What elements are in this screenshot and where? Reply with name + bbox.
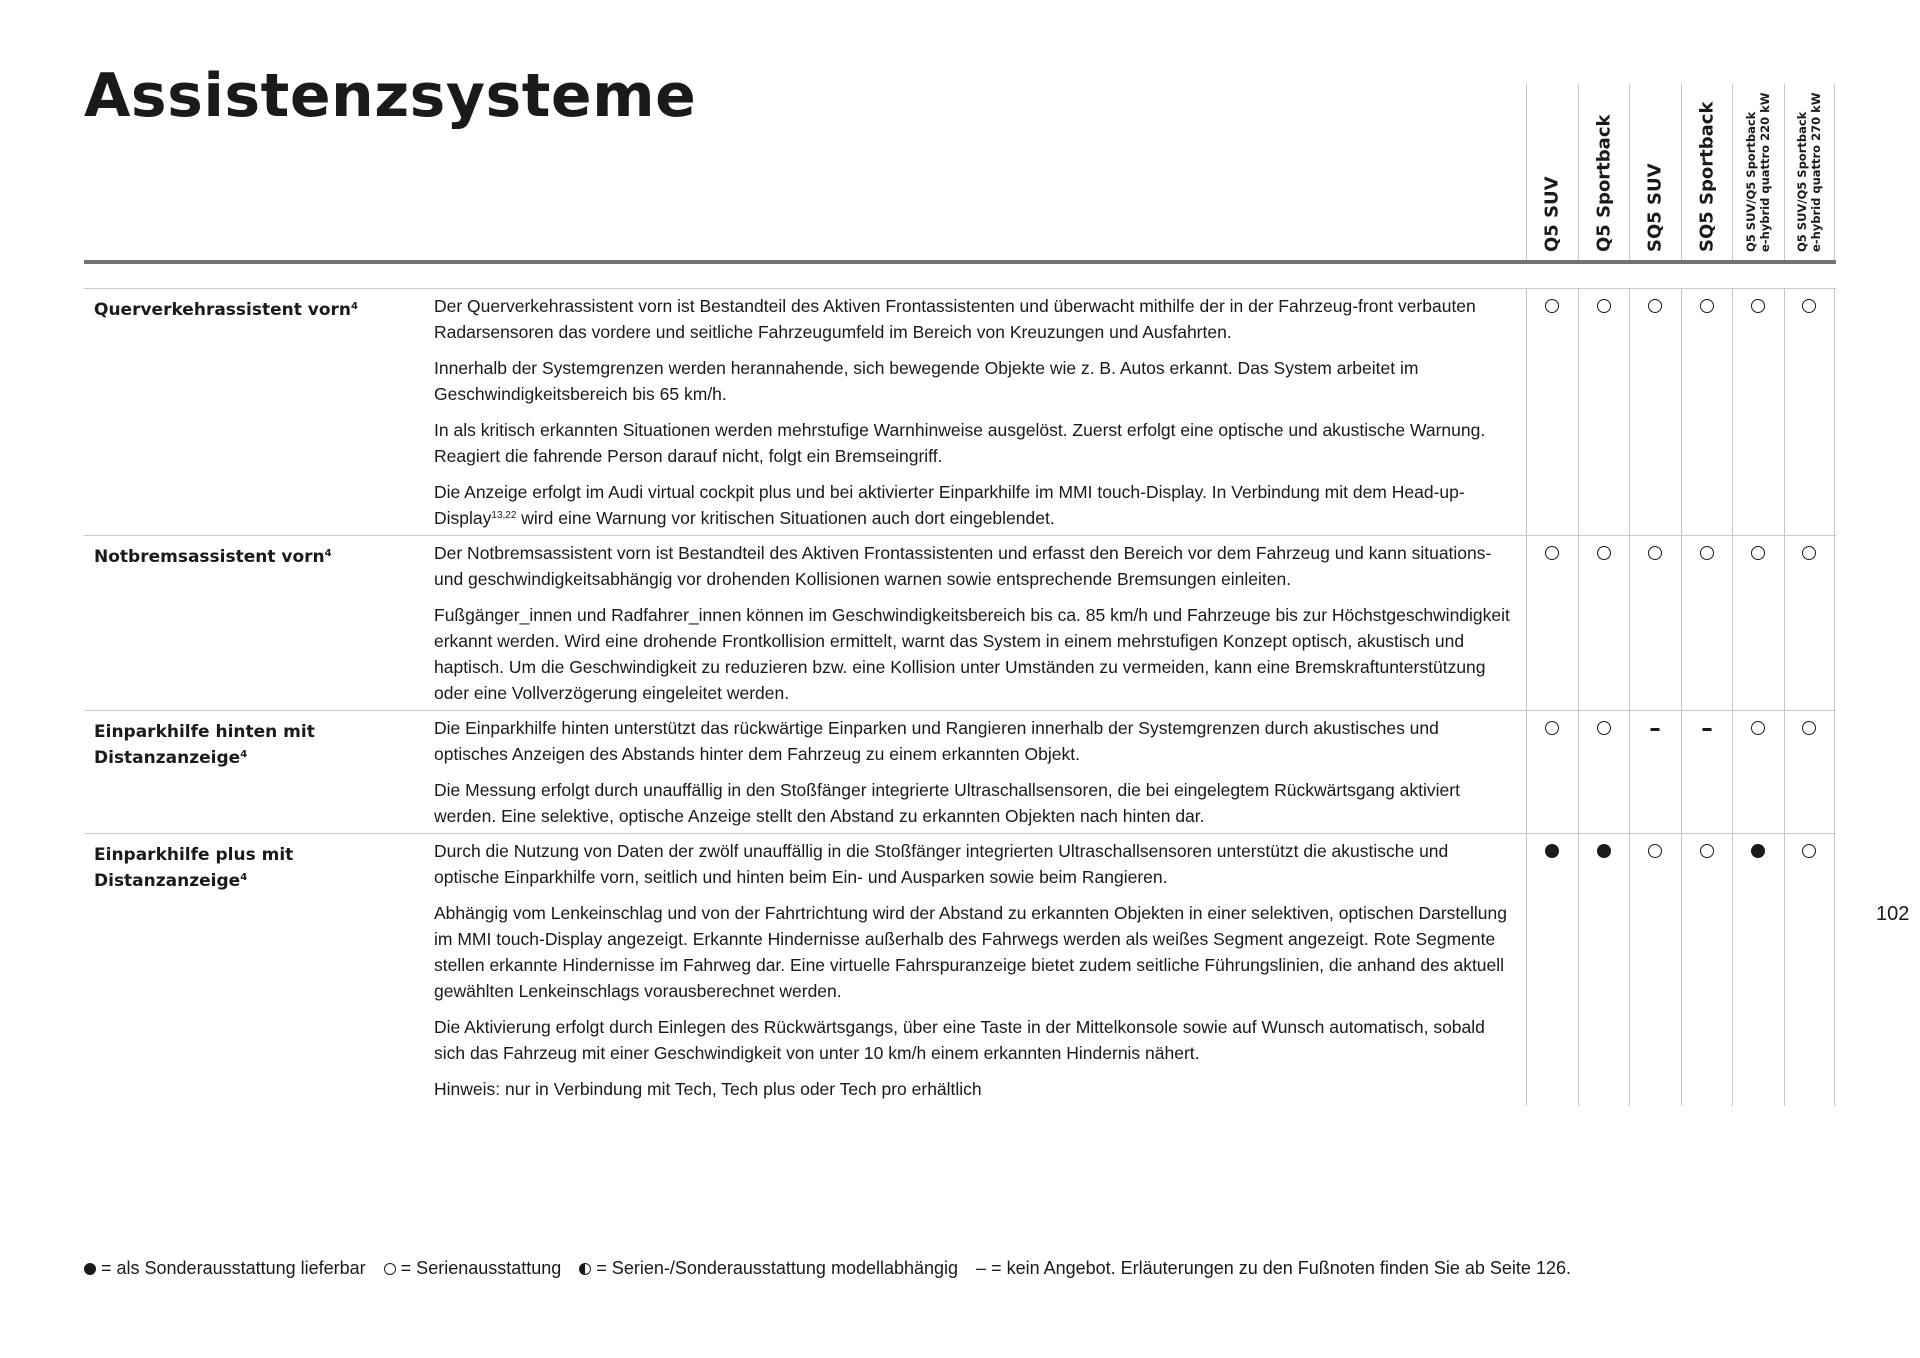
page-title: Assistenzsysteme — [84, 61, 697, 131]
model-column-headers — [1526, 84, 1835, 260]
open-circle-icon — [1700, 844, 1714, 858]
footnote-marker: 4 — [351, 301, 359, 312]
description-paragraph: In als kritisch erkannten Situationen werden mehrstufige Warnhinweise ausgelöst. Zuerst erfolgt eine optische und akustische Warnung. Reagiert die fahrende Person darauf nicht, folgt ein Bremseingriff. — [434, 420, 1486, 466]
open-circle-icon — [1545, 721, 1559, 735]
feature-description — [434, 289, 1526, 535]
description-paragraph: Die Messung erfolgt durch unauffällig in den Stoßfänger integrierte Ultraschallsensoren, die bei eingelegtem Rückwärtsgang aktiviert werden. Eine selektive, optische Anzeige stellt den Abstand zu erkannten Objekten nach hinten dar. — [434, 780, 1460, 826]
text: wird eine Warnung vor kritischen Situationen auch dort eingeblendet. — [516, 508, 1055, 528]
mark-cell — [1526, 711, 1578, 833]
open-circle-icon — [1648, 546, 1662, 560]
legend-text: = Serienausstattung — [400, 1258, 562, 1278]
dash-icon — [1702, 728, 1711, 731]
column-header-label — [1744, 93, 1772, 252]
half-circle-icon — [579, 1263, 591, 1275]
mark-cell — [1681, 834, 1733, 1106]
description-paragraph: Der Querverkehrassistent vorn ist Bestandteil des Aktiven Frontassistenten und überwacht mithilfe der in der Fahrzeug-front verbauten Radarsensoren das vordere und seitliche Fahrzeugumfeld im Bereich von Kreuzungen und Ausfahrten. — [434, 296, 1476, 342]
open-circle-icon — [1597, 546, 1611, 560]
equipment-table — [84, 288, 1836, 1106]
page-number: 102 — [1876, 903, 1910, 925]
table-row — [84, 711, 1836, 834]
feature-description — [434, 711, 1526, 833]
open-circle-icon — [1597, 299, 1611, 313]
feature-name — [84, 834, 434, 1106]
mark-cell — [1784, 289, 1836, 535]
footnote-marker: 4 — [324, 548, 332, 559]
feature-description — [434, 536, 1526, 710]
filled-circle-icon — [84, 1263, 96, 1275]
text: Die Anzeige erfolgt im Audi virtual cockpit plus und bei aktivierter Einparkhilfe im MMI touch-Display. In Verbindung mit dem Head-up-Display — [434, 482, 1465, 528]
legend-text: = als Sonderausstattung lieferbar — [101, 1258, 366, 1278]
column-header-line: Q5 SUV/Q5 Sportback — [1744, 111, 1759, 252]
feature-name — [84, 711, 434, 833]
mark-cell — [1526, 536, 1578, 710]
column-header-q5-sportback — [1578, 84, 1630, 260]
column-header-line: Q5 SUV/Q5 Sportback — [1795, 111, 1810, 252]
open-circle-icon — [1751, 299, 1765, 313]
table-row — [84, 289, 1836, 536]
description-paragraph: Die Einparkhilfe hinten unterstützt das rückwärtige Einparken und Rangieren innerhalb der Systemgrenzen durch akustisches und optisches Anzeigen des Abstands hinter dem Fahrzeug zu einem erkannten Objekt. — [434, 718, 1439, 764]
mark-cell — [1629, 834, 1681, 1106]
mark-cell — [1526, 834, 1578, 1106]
column-header-q5-suv — [1526, 84, 1578, 260]
mark-cell — [1526, 289, 1578, 535]
legend-item-model-dependent — [579, 1258, 958, 1279]
mark-cell — [1784, 536, 1836, 710]
open-circle-icon — [1545, 299, 1559, 313]
header-divider — [84, 260, 1836, 264]
description-paragraph: Fußgänger_innen und Radfahrer_innen können im Geschwindigkeitsbereich bis ca. 85 km/h und Fahrzeuge bis zur Höchstgeschwindigkeit erkannt werden. Wird eine drohende Frontkollision ermittelt, warnt das System in einem mehrstufigen Konzept optisch, akustisch und haptisch. Um die Geschwindigkeit zu reduzieren bzw. eine Kollision unter Umständen zu vermeiden, kann eine Bremskraftunterstützung oder eine Vollverzögerung eingeleitet werden. — [434, 605, 1510, 703]
dash-icon — [1651, 728, 1660, 731]
column-header-label: Q5 Sportback — [1593, 114, 1615, 252]
description-paragraph: Der Notbremsassistent vorn ist Bestandteil des Aktiven Frontassistenten und erfasst den Bereich vor dem Fahrzeug und kann situations- und geschwindigkeitsabhängig vor drohenden Kollisionen warnen sowie entsprechende Bremsungen einleiten. — [434, 543, 1492, 589]
footnote-marker: 4 — [240, 872, 248, 883]
description-paragraph: Innerhalb der Systemgrenzen werden herannahende, sich bewegende Objekte wie z. B. Autos erkannt. Das System arbeitet im Geschwindigkeitsbereich bis 65 km/h. — [434, 358, 1419, 404]
description-paragraph: Hinweis: nur in Verbindung mit Tech, Tech plus oder Tech pro erhältlich — [434, 1079, 982, 1099]
mark-cell — [1732, 834, 1784, 1106]
mark-cell — [1629, 289, 1681, 535]
legend — [84, 1258, 1589, 1279]
mark-cell — [1629, 711, 1681, 833]
open-circle-icon — [1545, 546, 1559, 560]
open-circle-icon — [384, 1263, 396, 1275]
column-header-label: Q5 SUV — [1541, 176, 1563, 252]
column-header-sq5-suv — [1629, 84, 1681, 260]
mark-cell — [1784, 711, 1836, 833]
footnote-marker: 13,22 — [491, 510, 517, 521]
open-circle-icon — [1751, 546, 1765, 560]
description-paragraph: Die Aktivierung erfolgt durch Einlegen des Rückwärtsgangs, über eine Taste in der Mittelkonsole sowie auf Wunsch automatisch, sobald sich das Fahrzeug mit einer Geschwindigkeit von unter 10 km/h einem erkannten Hindernis nähert. — [434, 1017, 1485, 1063]
feature-label: Distanzanzeige — [94, 871, 241, 891]
mark-cell — [1732, 536, 1784, 710]
feature-name — [84, 289, 434, 535]
column-header-sq5-sportback — [1681, 84, 1733, 260]
open-circle-icon — [1802, 844, 1816, 858]
availability-marks — [1526, 711, 1835, 833]
mark-cell — [1578, 536, 1630, 710]
table-row — [84, 834, 1836, 1106]
mark-cell — [1732, 289, 1784, 535]
filled-circle-icon — [1545, 844, 1559, 858]
availability-marks — [1526, 289, 1835, 535]
mark-cell — [1784, 834, 1836, 1106]
mark-cell — [1681, 289, 1733, 535]
feature-label: Notbremsassistent vorn — [94, 547, 325, 567]
column-header-label: SQ5 Sportback — [1696, 101, 1718, 252]
table-row — [84, 536, 1836, 711]
description-paragraph: Abhängig vom Lenkeinschlag und von der Fahrtrichtung wird der Abstand zu erkannten Objekten in einer selektiven, optischen Darstellung im MMI touch-Display angezeigt. Erkannte Hindernisse außerhalb des Fahrwegs werden als weißes Segment angezeigt. Rote Segmente stellen erkannte Hindernisse im Fahrweg dar. Eine virtuelle Fahrspuranzeige bietet zudem seitliche Führungslinien, die anhand des aktuell gewählten Lenkeinschlags vorausberechnet werden. — [434, 903, 1508, 1001]
mark-cell — [1629, 536, 1681, 710]
mark-cell — [1681, 711, 1733, 833]
description-paragraph: Durch die Nutzung von Daten der zwölf unauffällig in die Stoßfänger integrierten Ultraschallsensoren unterstützt die akustische und optische Einparkhilfe vorn, seitlich und hinten beim Ein- und Ausparken sowie beim Rangieren. — [434, 841, 1449, 887]
feature-description — [434, 834, 1526, 1106]
column-header-line: e-hybrid quattro 220 kW — [1758, 92, 1773, 252]
column-header-label — [1795, 93, 1823, 252]
column-header-e-hybrid-270 — [1784, 84, 1836, 260]
filled-circle-icon — [1751, 844, 1765, 858]
feature-label: Distanzanzeige — [94, 748, 241, 768]
column-header-label: SQ5 SUV — [1644, 163, 1666, 252]
legend-text: = Serien-/Sonderausstattung modellabhängig — [596, 1258, 959, 1278]
feature-label: Querverkehrassistent vorn — [94, 300, 352, 320]
open-circle-icon — [1648, 844, 1662, 858]
description-paragraph — [434, 479, 1526, 531]
mark-cell — [1732, 711, 1784, 833]
column-header-line: e-hybrid quattro 270 kW — [1809, 92, 1824, 252]
open-circle-icon — [1802, 721, 1816, 735]
open-circle-icon — [1751, 721, 1765, 735]
legend-item-not-available — [976, 1258, 1571, 1279]
availability-marks — [1526, 536, 1835, 710]
column-header-e-hybrid-220 — [1732, 84, 1784, 260]
open-circle-icon — [1700, 546, 1714, 560]
legend-item-optional — [84, 1258, 366, 1279]
feature-label: Einparkhilfe hinten mit — [94, 722, 315, 742]
mark-cell — [1578, 289, 1630, 535]
legend-text: – = kein Angebot. Erläuterungen zu den Fußnoten finden Sie ab Seite 126. — [976, 1258, 1571, 1278]
availability-marks — [1526, 834, 1835, 1106]
open-circle-icon — [1648, 299, 1662, 313]
mark-cell — [1578, 834, 1630, 1106]
open-circle-icon — [1597, 721, 1611, 735]
footnote-marker: 4 — [240, 749, 248, 760]
filled-circle-icon — [1597, 844, 1611, 858]
legend-item-standard — [384, 1258, 562, 1279]
mark-cell — [1681, 536, 1733, 710]
feature-name — [84, 536, 434, 710]
feature-label: Einparkhilfe plus mit — [94, 845, 294, 865]
mark-cell — [1578, 711, 1630, 833]
open-circle-icon — [1802, 299, 1816, 313]
open-circle-icon — [1700, 299, 1714, 313]
open-circle-icon — [1802, 546, 1816, 560]
